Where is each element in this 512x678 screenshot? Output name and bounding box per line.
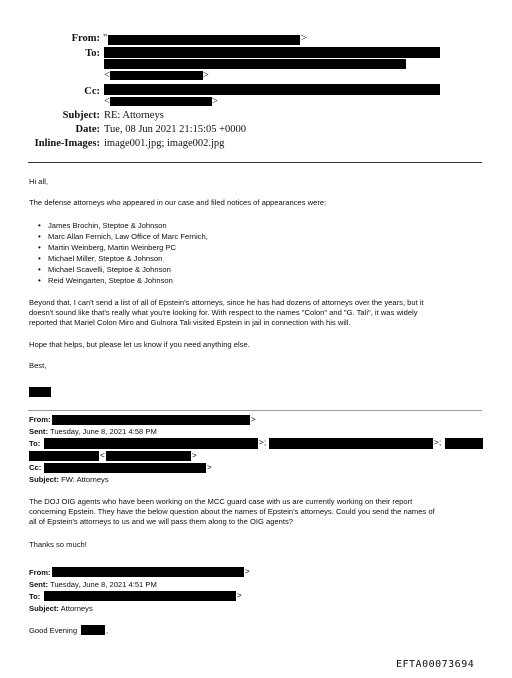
msg3-greeting: Good Evening [29, 626, 78, 635]
lt-mark: < [100, 451, 105, 460]
redaction [110, 71, 203, 80]
signature-redaction [29, 387, 51, 397]
paragraph-line: concerning Epstein. They have the below question about the names of Epstein's attorneys. Could you send the names of [29, 507, 435, 516]
to-label: To: [85, 48, 100, 59]
msg3-subject-value: Attorneys [60, 604, 93, 613]
gt-mark: > [259, 438, 264, 447]
cc-lt: < [104, 96, 110, 107]
gt-mark: > [245, 567, 250, 576]
date-label: Date: [75, 124, 100, 135]
inline-images-label: Inline-Images: [34, 138, 100, 149]
paragraph-line: reported that Mariel Colon Miro and Gulnora Tali visited Epstein in jail in connection with his will. [29, 318, 351, 327]
redaction [29, 451, 99, 461]
redaction [104, 47, 440, 58]
redaction [108, 35, 300, 45]
msg2-sent-label: Sent: [29, 427, 48, 436]
list-item: • Michael Miller, Steptoe & Johnson [36, 253, 336, 264]
date-value: Tue, 08 Jun 2021 21:15:05 +0000 [104, 124, 247, 135]
gt-mark: > [251, 415, 256, 424]
redaction [52, 415, 250, 425]
inline-images-value: image001.jpg; image002.jpg [104, 138, 225, 149]
from-gt: > [301, 33, 307, 44]
name-redaction [81, 625, 105, 635]
redaction [104, 59, 406, 69]
redaction [52, 567, 244, 577]
redaction [104, 84, 440, 95]
list-item: • James Brochin, Steptoe & Johnson [36, 220, 336, 231]
paragraph-line: Beyond that, I can't send a list of all of Epstein's attorneys, since he has had dozens of attorneys over the years, but it [29, 298, 424, 307]
msg2-to-label: To: [29, 439, 41, 448]
redaction [44, 463, 206, 473]
greeting: Hi all, [29, 177, 48, 186]
attorney-list [36, 220, 336, 286]
cc-gt: > [212, 96, 218, 107]
list-item: • Marc Allan Fernich, Law Office of Marc Fernich, [36, 231, 336, 242]
from-quote: " [103, 33, 108, 44]
subject-label: Subject: [62, 110, 100, 121]
subject-value: RE: Attorneys [104, 110, 164, 121]
message-divider [28, 410, 482, 411]
list-item: • Reid Weingarten, Steptoe & Johnson [36, 275, 336, 286]
semi-mark: ; [264, 438, 267, 447]
gt-mark: > [207, 463, 212, 472]
help-text: Hope that helps, but please let us know if you need anything else. [29, 340, 250, 349]
greeting-comma: , [106, 626, 109, 635]
signoff: Best, [29, 361, 47, 370]
msg2-from-label: From: [29, 415, 51, 424]
bates-number: EFTA00073694 [396, 659, 475, 670]
to-lt: < [104, 70, 110, 81]
redaction [106, 451, 191, 461]
header-divider [28, 162, 482, 163]
redaction [269, 438, 433, 449]
semi-mark: ; [439, 438, 442, 447]
list-item: • Martin Weinberg, Martin Weinberg PC [36, 242, 336, 253]
gt-mark: > [237, 591, 242, 600]
msg3-sent-value: Tuesday, June 8, 2021 4:51 PM [49, 580, 157, 589]
msg3-to-label: To: [29, 592, 41, 601]
msg2-sent-value: Tuesday, June 8, 2021 4:58 PM [49, 427, 157, 436]
redaction [445, 438, 483, 449]
msg3-subject-label: Subject: [29, 604, 59, 613]
from-label: From: [71, 33, 100, 44]
gt-mark: > [192, 451, 197, 460]
msg2-cc-label: Cc: [29, 463, 42, 472]
paragraph-line: all of Epstein's attorneys to us and we will pass them along to the OIG agents? [29, 517, 294, 526]
to-gt: > [203, 70, 209, 81]
list-item: • Michael Scavelli, Steptoe & Johnson [36, 264, 336, 275]
redaction [44, 438, 258, 449]
msg3-from-label: From: [29, 568, 51, 577]
gt-mark: > [434, 438, 439, 447]
paragraph-line: The DOJ OIG agents who have been working on the MCC guard case with us are currently working on their report [29, 497, 413, 506]
redaction [110, 97, 212, 106]
cc-label: Cc: [84, 86, 100, 97]
paragraph-line: doesn't sound like that's really what you're looking for. With respect to the names "Colon" and "G. Tali", it was widely [29, 308, 418, 317]
intro-text: The defense attorneys who appeared in our case and filed notices of appearances were: [29, 198, 327, 207]
redaction [44, 591, 236, 601]
msg2-subject-value: FW: Attorneys [61, 475, 109, 484]
msg3-sent-label: Sent: [29, 580, 48, 589]
msg2-subject-label: Subject: [29, 475, 59, 484]
thanks-text: Thanks so much! [29, 540, 87, 549]
